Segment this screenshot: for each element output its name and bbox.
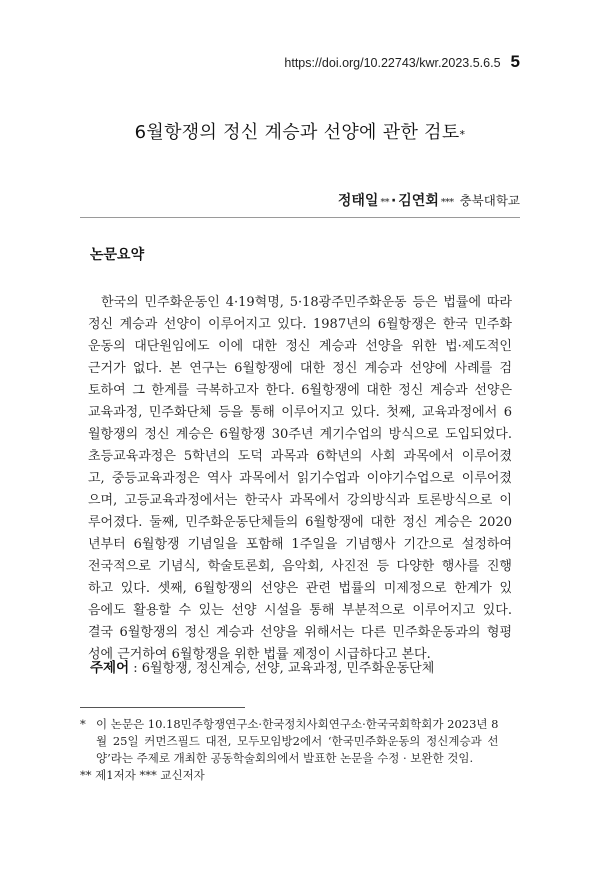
- running-header: [284, 52, 520, 72]
- title-footnote-mark: *: [459, 128, 466, 141]
- author-1-mark: **: [380, 197, 389, 208]
- abstract-line: 근거가 없다. 본 연구는 6월항쟁에 대한 정신 계승과 선양에 사례를 검: [88, 361, 512, 376]
- author-line: [338, 190, 520, 210]
- footnote-divider: [80, 707, 245, 708]
- abstract-line: 초등교육과정은 5학년의 도덕 과목과 6학년의 사회 과목에서 이루어졌: [88, 449, 512, 464]
- abstract-line: 교육과정, 민주화단체 등을 통해 이루어지고 있다. 첫째, 교육과정에서 6: [88, 405, 512, 420]
- doi-link[interactable]: https://doi.org/10.22743/kwr.2023.5.6.5: [284, 56, 501, 70]
- footnotes: [80, 716, 518, 784]
- author-2-name: 김연회: [398, 193, 439, 209]
- abstract-heading: 논문요약: [90, 247, 145, 263]
- footnote-1-mark: *: [80, 717, 86, 731]
- abstract-line: 하고 있다. 셋째, 6월항쟁의 선양은 관련 법률의 미제정으로 한계가 있: [88, 581, 512, 596]
- keywords: [90, 656, 434, 676]
- keywords-separator: :: [129, 661, 142, 676]
- paper-title-text: 6월항쟁의 정신 계승과 선양에 관한 검토: [134, 122, 460, 143]
- abstract-line: 한국의 민주화운동인 4·19혁명, 5·18광주민주화운동 등은 법률에 따라: [101, 295, 512, 310]
- abstract-line: 루어졌다. 둘째, 민주화운동단체들의 6월항쟁에 대한 정신 계승은 2020: [88, 515, 512, 530]
- author-2-mark: ***: [440, 197, 454, 208]
- abstract-line: 월항쟁의 정신 계승은 6월항쟁 30주년 계기수업의 방식으로 도입되었다.: [88, 427, 512, 442]
- header-divider: [80, 217, 520, 218]
- abstract-body: [88, 292, 512, 666]
- footnote-line: 월 25일 커먼즈필드 대전, 모두모임방2에서 ‘한국민주화운동의 정신계승과 선: [96, 734, 499, 748]
- page-number: 5: [510, 52, 520, 71]
- footnote-1: [80, 716, 518, 767]
- abstract-line: 고, 중등교육과정은 역사 과목에서 읽기수업과 이야기수업으로 이루어졌: [88, 471, 512, 486]
- abstract-line: 정신 계승과 선양이 이루어지고 있다. 1987년의 6월항쟁은 한국 민주화: [88, 317, 512, 332]
- footnote-2: ** 제1저자 *** 교신저자: [80, 768, 205, 782]
- abstract-line: 으며, 고등교육과정에서는 한국사 과목에서 강의방식과 토론방식으로 이: [88, 493, 512, 508]
- abstract-line-last: 성에 근거하여 6월항쟁을 위한 법률 제정이 시급하다고 본다.: [88, 647, 431, 662]
- abstract-line: 음에도 활용할 수 있는 선양 시설을 통해 부분적으로 이루어지고 있다.: [88, 603, 512, 618]
- abstract-line: 토하여 그 한계를 극복하고자 한다. 6월항쟁에 대한 정신 계승과 선양은: [88, 383, 512, 398]
- footnote-1-text: [96, 716, 499, 767]
- author-separator: ·: [390, 193, 397, 209]
- keywords-label: 주제어: [90, 660, 130, 676]
- author-affiliation: 충북대학교: [459, 193, 520, 208]
- author-1-name: 정태일: [337, 193, 379, 209]
- keywords-text: 6월항쟁, 정신계승, 선양, 교육과정, 민주화운동단체: [141, 661, 435, 676]
- abstract-line: 결국 6월항쟁의 정신 계승과 선양을 위해서는 다른 민주화운동과의 형평: [88, 625, 512, 640]
- abstract-line: 전국적으로 기념식, 학술토론회, 음악회, 사진전 등 다양한 행사를 진행: [88, 559, 512, 574]
- abstract-line: 년부터 6월항쟁 기념일을 포함해 1주일을 기념행사 기간으로 설정하여: [88, 537, 512, 552]
- paper-title: [0, 118, 600, 144]
- abstract-line: 운동의 대단원임에도 이에 대한 정신 계승과 선양을 위한 법·제도적인: [88, 339, 512, 354]
- footnote-line: 양’라는 주제로 개최한 공동학술회의에서 발표한 논문을 수정 · 보완한 것임.: [96, 751, 474, 765]
- footnote-line: 이 논문은 10.18민주항쟁연구소·한국정치사회연구소·한국국회학회가 2023년 8: [96, 717, 499, 731]
